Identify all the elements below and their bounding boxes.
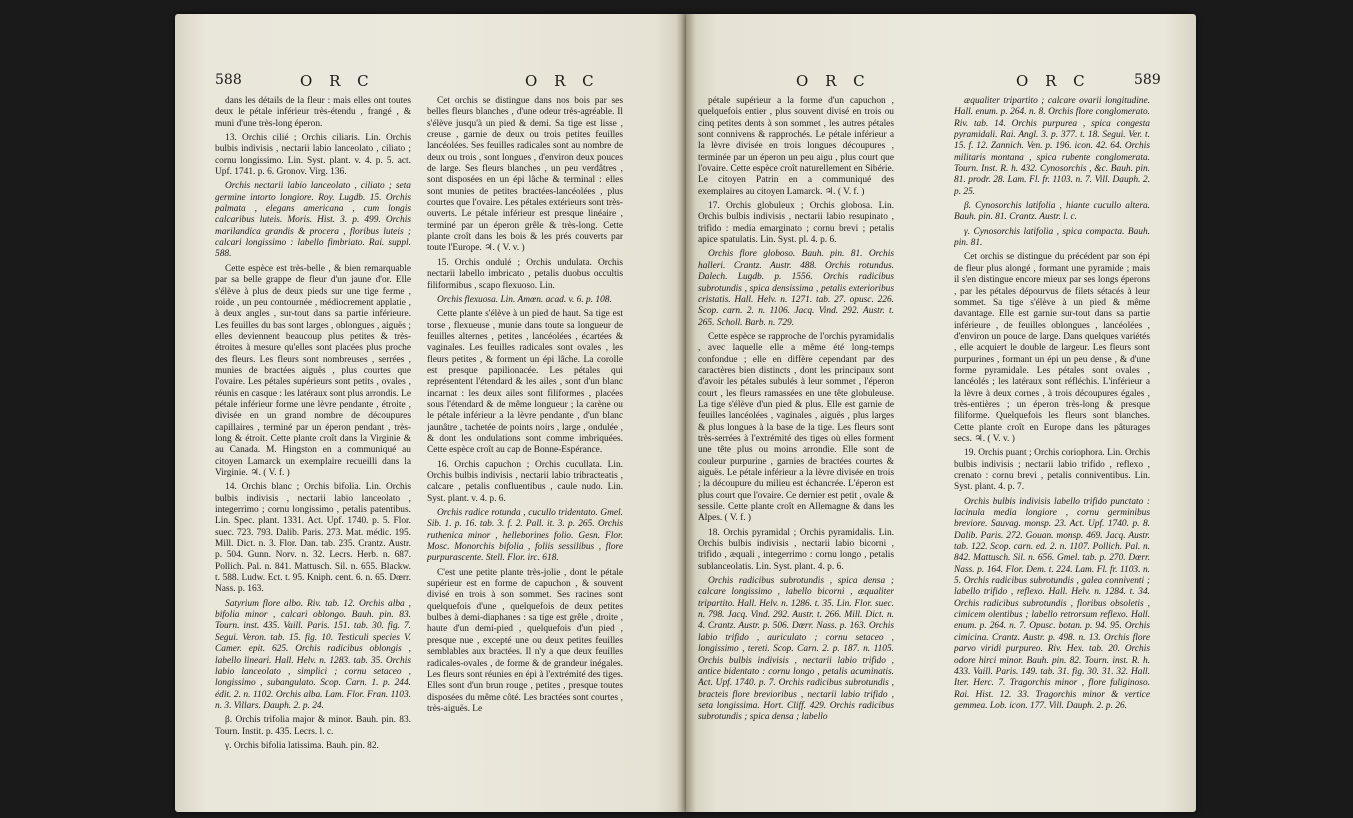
book-gutter xyxy=(676,14,696,812)
left-page-header xyxy=(175,72,686,94)
paragraph: γ. Cynosorchis latifolia , spica compacta. Bauh. pin. 81. xyxy=(954,226,1150,249)
right-page xyxy=(686,14,1196,812)
paragraph: Orchis radice rotunda , cucullo tridentato. Gmel. Sib. 1. p. 16. tab. 3. f. 2. Pall. it. 3. p. 265. Orchis ruthenica minor , helleborines folio. Gesn. Flor. Mosc. Monorchis bifolia , foliis sessilibus , flore purpurascente. Stell. Flor. irc. 618. xyxy=(427,508,623,564)
text-column-2 xyxy=(954,96,1150,806)
paragraph: 16. Orchis capuchon ; Orchis cucullata. Lin. Orchis bulbis indivisis , nectarii labio tribracteatis , calcare , petalis confluentibus , caule nudo. Lin. Syst. plant. v. 4. p. 6. xyxy=(427,459,623,504)
paragraph: Orchis bulbis indivisis labello trifido punctato : lacinula media longiore , cornu germinibus breviore. Sauvag. monsp. 23. Act. Upf. 1740. p. 8. Dalib. Paris. 272. Gouan. monsp. 469. Jacq. Austr. tab. 122. Scop. carn. ed. 2. n. 1107. Pollich. Pal. n. 842. Mattusch. Sil. n. 656. Gmel. tab. p. 270. Dœrr. Nass. p. 164. Flor. Dem. t. 224. Lam. Fl. fr. 1103. n. 5. Orchis radicibus subrotundis , galea conniventi ; labello trifido , reflexo. Hall. Helv. n. 1284. t. 34. Orchis radicibus subrotundis , floribus obsoletis , cimicem olentibus ; labello retrorsum reflexo. Hall. enum. p. 264. n. 7. Opusc. botan. p. 94. 95. Orchis cimicina. Crantz. Austr. p. 498. n. 13. Orchis flore parvo viridi purpureo. Riv. Hex. tab. 20. Orchis odore hirci minor. Bauh. pin. 82. Tourn. inst. R. h. 433. Vaill. Paris. 149. tab. 31. fig. 30. 31. 32. Hall. Iter. Herc. 7. Tragorchis minor , flore fuliginoso. Rai. Hist. 12. 33. Tragorchis minor & vertice gemmea. Lob. icon. 177. Vill. Dauph. 2. p. 26. xyxy=(954,496,1150,711)
paragraph: β. Cynosorchis latifolia , hiante cucullo altera. Bauh. pin. 81. Crantz. Austr. l. c. xyxy=(954,201,1150,223)
paragraph: Orchis flexuosa. Lin. Amœn. acad. v. 6. p. 108. xyxy=(437,294,612,305)
paragraph: 18. Orchis pyramidal ; Orchis pyramidalis. Lin. Orchis bulbis indivisis , nectarii labio bicorni , trifido , æquali , integerrimo : cornu longo , petalis sublanceolatis. Lin. Syst. plant. 4. p. 6. xyxy=(698,527,894,572)
paragraph: 19. Orchis puant ; Orchis coriophora. Lin. Orchis bulbis indivisis ; nectarii labio trifido , reflexo , crenato : cornu brevi , petalis conniventibus. Lin. Syst. plant. 4. p. 7. xyxy=(954,448,1150,493)
paragraph: pétale supérieur a la forme d'un capuchon , quelquefois entier , plus souvent divisé en trois ou cinq petites dents à son sommet , les autres pétales sont connivens & rapprochés. Le pétale inférieur a la lèvre divisée en trois longues découpures , terminée par un éperon un peu aigu , plus court que l'ovaire. Cette espèce croît naturellement en Sibérie. Le citoyen Patrin en a communiqué des exemplaires au citoyen Lamarck. ♃. ( V. f. ) xyxy=(698,96,894,197)
paragraph: β. Orchis trifolia major & minor. Bauh. pin. 83. Tourn. Instit. p. 435. Lecrs. l. c. xyxy=(215,715,411,737)
paragraph: 17. Orchis globuleux ; Orchis globosa. Lin. Orchis bulbis indivisis , nectarii labio resupinato , trifido : media emarginato ; cornu brevi ; petalis apice spatulatis. Lin. Syst. pl. 4. p. 6. xyxy=(698,201,894,246)
paragraph: 14. Orchis blanc ; Orchis bifolia. Lin. Orchis bulbis indivisis , nectarii labio lanceolato , integerrimo ; cornu longissimo , petalis patentibus. Lin. Spec. plant. 1331. Act. Upf. 1740. p. 5. Flor. suec. 723. 793. Dalib. Paris. 273. Mat. médic. 195. Mill. Dict. n. 3. Flor. Dan. tab. 235. Crantz. Austr. p. 504. Gunn. Norv. n. 32. Lecrs. Herb. n. 687. Pollich. Pal. n. 841. Mattusch. Sil. n. 655. Blackw. t. 588. Ludw. Ect. t. 95. Kniph. cent. 6. n. 65. Dœrr. Nass. p. 163. xyxy=(215,482,411,595)
left-page xyxy=(175,14,686,812)
paragraph: γ. Orchis bifolia latissima. Bauh. pin. 82. xyxy=(225,740,379,751)
page-number: 589 xyxy=(1134,72,1161,88)
paragraph: 15. Orchis ondulé ; Orchis undulata. Orchis nectarii labello imbricato , petalis duobus occultis filiformibus , scapo flexuoso. Lin. xyxy=(427,257,623,291)
paragraph: Orchis nectarii labio lanceolato , ciliato ; seta germine intorto longiore. Roy. Lugdb. 15. Orchis palmata , elegans americana , cum longis calcaribus luteis. Moris. Hist. 3. p. 499. Orchis marilandica grandis & procera , floribus luteis ; calcari longissimo : labello fimbriato. Rai. suppl. 588. xyxy=(215,181,411,260)
paragraph: æqualiter tripartito ; calcare ovarii longitudine. Hall. enum. p. 264. n. 8. Orchis flore conglomerato. Riv. tab. 14. Orchis purpurea , spica congesta pyramidali. Rai. Angl. 3. p. 377. t. 18. Segui. Ver. t. 15. f. 12. Zannich. Ven. p. 196. icon. 42. 64. Orchis militaris montana , spica rubente conglomerata. Tourn. Inst. R. h. 432. Cynosorchis , &c. Bauh. pin. 81. prodr. 28. Lam. Fl. fr. 1103. n. 7. Vill. Dauph. 2. p. 25. xyxy=(954,96,1150,197)
text-column-2 xyxy=(427,96,623,806)
running-head: O R C xyxy=(796,72,871,90)
paragraph: 13. Orchis cilié ; Orchis ciliaris. Lin. Orchis bulbis indivisis , nectarii labio lanceolato , ciliato ; cornu longissimo. Lin. Syst. plant. v. 4. p. 5. act. Upf. 1741. p. 6. Gronov. Virg. 136. xyxy=(215,133,411,178)
right-page-header xyxy=(686,72,1196,94)
paragraph: Orchis flore globoso. Bauh. pin. 81. Orchis halleri. Crantz. Austr. 488. Orchis rotundus. Dalech. Lugdb. p. 1556. Orchis radicibus subrotundis , spica densissima , petalis exterioribus cristatis. Hall. Helv. n. 1271. tab. 27. opusc. 226. Scop. carn. 2. n. 1106. Jacq. Vind. 292. Austr. t. 265. Scholl. Barb. n. 729. xyxy=(698,249,894,328)
paragraph: Cet orchis se distingue dans nos bois par ses belles fleurs blanches , d'une odeur très-agréable. Il s'élève jusqu'à un pied & demi. Sa tige est lisse , creuse , garnie de deux ou trois petites feuilles lancéolées. Ses feuilles radicales sont au nombre de deux ou trois , sont longues , d'environ deux pouces de large. Ses fleurs blanches , un peu verdâtres , sont disposées en un épi lâche & terminal : elles sont munies de petites bractées-lancéolées , plus courtes que l'ovaire. Les pétales extérieurs sont très-ouverts. Le pétale inférieur est presque linéaire , terminé par un éperon grêle & très-long. Cette plante croît dans les bois & les prés couverts par toute l'Europe. ♃. ( V. v. ) xyxy=(427,96,623,254)
paragraph: Cette espèce est très-belle , & bien remarquable par sa belle grappe de fleur d'un jaune d'or. Elle s'élève à plus de deux pieds sur une tige ferme , roide , un peu contournée , médiocrement applatie , à deux angles , sur-tout dans sa partie inférieure. Les feuilles du bas sont larges , oblongues , aiguës ; elles deviennent beaucoup plus petites & très-étroites à mesure qu'elles sont placées plus proche des fleurs. Les fleurs sont nombreuses , serrées , munies de bractées aiguës , plus courtes que l'ovaire. Les pétales supérieurs sont petits , ovales , réunis en casque : les latéraux sont plus arrondis. Le pétale inférieur forme une lèvre pendante , étroite , divisée en un grand nombre de découpures capillaires , terminé par un éperon pendant , très-long & étroit. Cette plante croît dans la Virginie & au Canada. M. Hingston en a communiqué au citoyen Lamarck un exemplaire recueilli dans la Virginie. ♃. ( V. f. ) xyxy=(215,263,411,478)
running-head: O R C xyxy=(300,72,375,90)
text-column-1 xyxy=(215,96,411,806)
running-head: O R C xyxy=(1016,72,1091,90)
paragraph: Satyrium flore albo. Riv. tab. 12. Orchis alba , bifolia minor , calcari oblongo. Bauh. pin. 83. Tourn. inst. 435. Vaill. Paris. 151. tab. 30. fig. 7. Segui. Veron. tab. 15. fig. 10. Testiculi species V. Camer. epit. 625. Orchis radicibus oblongis , labello lineari. Hall. Helv. n. 1283. tab. 35. Orchis labio lanceolato , simplici ; cornu setaceo , longissimo , subangulato. Scop. Carn. 1. p. 244. édit. 2. n. 1102. Orchis alba. Lam. Flor. Fran. 1103. n. 3. Villars. Dauph. 2. p. 24. xyxy=(215,598,411,711)
paragraph: C'est une petite plante très-jolie , dont le pétale supérieur est en forme de capuchon , & souvent divisé en trois à son sommet. Ses racines sont quelquefois d'une , quelquefois de deux petites bulbes à demi-diaphanes : sa tige est grêle , droite , haute d'un demi-pied , quelquefois d'un pied , presque nue , excepté une ou deux petites feuilles semblables aux bractées. Il n'y a que deux feuilles radicales-ovales , de forme & de grandeur inégales. Les fleurs sont réunies en épi à l'extrémité des tiges. Elles sont d'un brun rouge , petites , presque toutes disposées du même côté. Les bractées sont courtes , très-aiguës. Le xyxy=(427,567,623,714)
running-head: O R C xyxy=(525,72,600,90)
text-column-1 xyxy=(698,96,894,806)
paragraph: Cette plante s'élève à un pied de haut. Sa tige est torse , flexueuse , munie dans toute sa longueur de feuilles alternes , petites , lancéolées , écartées & vaginales. Les feuilles radicales sont ovales , les fleurs petites , & forment un épi lâche. La corolle est presque papilionacée. Les pétales qui représentent l'étendard & les ailes , sont d'un blanc incarnat : les deux ailes sont filiformes , placées sous l'étendard & de même longueur ; la carène ou le pétale inférieur a la lèvre pendante , d'un blanc jaunâtre , tachetée de points noirs , large , ondulée , & dont les ondulations sont comme imbriquées. Cette espèce croît au cap de Bonne-Espérance. xyxy=(427,309,623,456)
paragraph: Cette espèce se rapproche de l'orchis pyramidalis , avec laquelle elle a même été long-temps confondue ; elle en diffère cependant par des caractères bien distincts , dont les principaux sont d'avoir les pétales subulés à leur sommet , l'éperon court , les fleurs ramassées en une tête globuleuse. La tige s'élève d'un pied & plus. Elle est garnie de feuilles lancéolées , vaginales , aiguës , plus larges & plus longues à la base de la tige. Les fleurs sont très-serrées à l'extrémité des tiges où elles forment une tête plus ou moins arrondie. Elle sont de couleur purpurine , garnies de bractées courtes & aiguës. Le pétale inférieur a la lèvre divisée en trois ; la découpure du milieu est échancrée. L'éperon est plus court que l'ovaire. Ce dernier est petit , ovale & sessile. Cette plante croît en Allemagne & dans les Alpes. ( V. f. ) xyxy=(698,331,894,524)
paragraph: Cet orchis se distingue du précédent par son épi de fleur plus alongé , formant une pyramide ; mais il s'en distingue encore mieux par ses longs éperons , par les pétales dépourvus de filets sétacés à leur sommet. Sa tige s'élève à un pied & même davantage. Elle est garnie sur-tout dans sa partie inférieure , de feuilles oblongues , lancéolées , d'environ un pouce de large. Dans quelques variétés , elle acquiert le double de largeur. Les fleurs sont purpurines , formant un épi un peu dense , & d'une forme pyramidale. Les pétales sont ovales , lancéolés ; les latéraux sont réfléchis. L'inférieur a la lèvre à deux cornes , à trois découpures égales , très-entières ; un éperon très-long & presque filiforme. Quelquefois les fleurs sont blanches. Cette plante croît en Europe dans les pâturages secs. ♃. ( V. v. ) xyxy=(954,252,1150,444)
page-number: 588 xyxy=(215,72,242,88)
paragraph: dans les détails de la fleur : mais elles ont toutes deux le pétale inférieur très-étendu , frangé , & muni d'une très-long éperon. xyxy=(215,96,411,129)
paragraph: Orchis radicibus subrotundis , spica densa ; calcare longissimo , labello bicorni , æqualiter tripartito. Hall. Helv. n. 1286. t. 35. Lin. Flor. suec. n. 798. Jacq. Vind. 292. Austr. t. 266. Mill. Dict. n. 4. Crantz. Austr. p. 506. Dœrr. Nass. p. 163. Orchis labio trifido , auriculato ; cornu setaceo , longissimo , tereti. Scop. Carn. 2. p. 187. n. 1105. Orchis bulbis indivisis , nectarii labio trifido , antice bidentato : cornu longo , petalis acuminatis. Act. Upf. 1740. p. 7. Orchis radicibus subrotundis , bracteis flore brevioribus , nectarii labio trifido , seta longissima. Hort. Cliff. 429. Orchis radicibus subrotundis ; spica densa ; labello xyxy=(698,576,894,723)
